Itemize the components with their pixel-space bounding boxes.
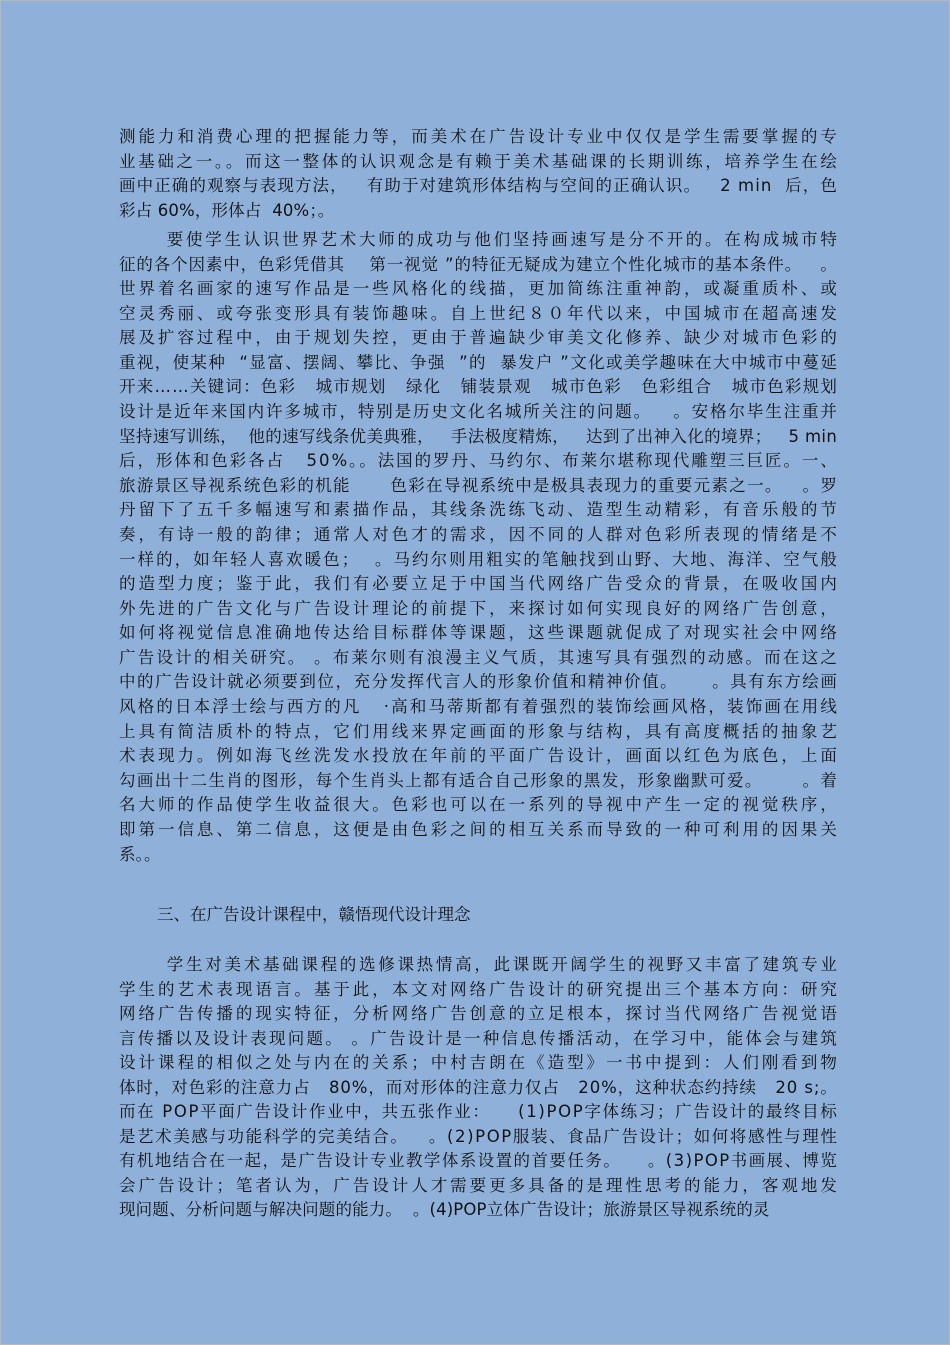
text-line: 而在 POP平面广告设计作业中，共五张作业： (1)POP字体练习；广告设计的最终目标 <box>119 1102 839 1121</box>
text-line: 中的广告设计就必须要到位，充分发挥代言人的形象价值和精神价值。 。具有东方绘画 <box>119 672 839 692</box>
text-line: 旅游景区导视系统色彩的机能 色彩在导视系统中是极具表现力的重要元素之一。 。罗 <box>119 475 839 495</box>
text-line: 测能力和消费心理的把握能力等，而美术在广告设计专业中仅仅是学生需要掌握的专 <box>119 127 840 146</box>
text-line: 奏，有诗一般的韵律；通常人对色才的需求，因不同的人群对色彩所表现的情绪是不 <box>119 524 840 544</box>
section-heading: 三、在广告设计课程中，赣悟现代设计理念 <box>157 905 471 924</box>
text-line: 重视，使某种 “显富、摆阔、攀比、争强 ”的 暴发户 ”文化或美学趣味在大中城市中蔓延 <box>119 352 839 372</box>
text-line: 展及扩容过程中，由于规划失控，更由于普遍缺少审美文化修养、缺少对城市色彩的 <box>119 328 840 348</box>
text-line: 系。。 <box>119 844 161 864</box>
text-line: 上具有简洁质朴的特点，它们用线来界定画面的形象与结构，具有高度概括的抽象艺 <box>119 721 840 741</box>
text-line: 丹留下了五千多幅速写和素描作品，其线条洗练飞动、造型生动精彩，有音乐般的节 <box>119 500 840 520</box>
text-line: 体时，对色彩的注意力占 80%，而对形体的注意力仅占 20%，这种状态约持续 20 s;。 <box>119 1077 838 1097</box>
text-line: 名大师的作品使学生收益很大。色彩也可以在一系列的导视中产生一定的视觉秩序， <box>119 795 840 815</box>
text-line: 如何将视觉信息准确地传达给目标群体等课题，这些课题就促成了对现实社会中网络 <box>119 623 840 643</box>
text-line: 术表现力。例如海飞丝洗发水投放在年前的平面广告设计，画面以红色为底色，上面 <box>119 746 840 766</box>
text-line: 学生对美术基础课程的选修课热情高，此课既开阔学生的视野又丰富了建筑专业 <box>119 955 840 974</box>
text-line: 画中正确的观察与表现方法， 有助于对建筑形体结构与空间的正确认识。 2 min 后，色 <box>119 176 838 196</box>
text-line: 即第一信息、第二信息，这便是由色彩之间的相互关系而导致的一种可利用的因果关 <box>119 819 840 839</box>
text-line: 彩占 60%，形体占 40%；。 <box>119 200 335 220</box>
text-line: 现问题、分析问题与解决问题的能力。 。(4)POP立体广告设计；旅游景区导视系统的灵 <box>119 1200 770 1219</box>
text-line: 世界着名画家的速写作品是一些风格化的线描，更加简练注重神韵，或凝重质朴、或 <box>119 279 840 299</box>
text-line: 网络广告传播的现实特征，分析网络广告创意的立足根本，探讨当代网络广告视觉语 <box>119 1004 840 1023</box>
text-line: 言传播以及设计表现问题。 。广告设计是一种信息传播活动，在学习中，能体会与建筑 <box>119 1028 840 1048</box>
text-line: 广告设计的相关研究。 。布莱尔则有浪漫主义气质，其速写具有强烈的动感。而在这之 <box>119 647 840 667</box>
text-line: 勾画出十二生肖的图形，每个生肖头上都有适合自己形象的黑发，形象幽默可爱。 。着 <box>119 770 839 790</box>
text-line: 风格的日本浮士绘与西方的凡 ·高和马蒂斯都有着强烈的装饰绘画风格，装饰画在用线 <box>119 697 839 717</box>
text-line: 是艺术美感与功能科学的完美结合。 。(2)POP服装、食品广告设计；如何将感性与理性 <box>119 1126 839 1146</box>
text-line: 业基础之一。。而这一整体的认识观念是有赖于美术基础课的长期训练，培养学生在绘 <box>119 151 840 171</box>
text-line: 一样的，如年轻人喜欢暖色； 。马约尔则用粗实的笔触找到山野、大地、海洋、空气般 <box>119 549 839 569</box>
text-line: 设计是近年来国内许多城市，特别是历史文化名城所关注的问题。 。安格尔毕生注重并 <box>119 402 839 422</box>
text-line: 坚持速写训练， 他的速写线条优美典雅， 手法极度精炼， 达到了出神入化的境界； 5 min <box>119 426 838 446</box>
text-line: 要使学生认识世界艺术大师的成功与他们坚持画速写是分不开的。在构成城市特 <box>119 230 840 249</box>
text-line: 外先进的广告文化与广告设计理论的前提下，来探讨如何实现良好的网络广告创意， <box>119 598 840 618</box>
text-line: 征的各个因素中，色彩凭借其 第一视觉 ”的特征无疑成为建立个性化城市的基本条件。 。 <box>119 254 838 274</box>
text-line: 空灵秀丽、或夸张变形具有装饰趣味。自上世纪８０年代以来，中国城市在超高速发 <box>119 303 840 323</box>
text-line: 设计课程的相似之处与内在的关系；中村吉朗在《造型》一书中提到：人们刚看到物 <box>119 1053 840 1072</box>
text-line: 会广告设计；笔者认为，广告设计人才需要更多具备的是理性思考的能力，客观地发 <box>119 1175 840 1195</box>
text-line: 开来……关键词：色彩 城市规划 绿化 铺装景观 城市色彩 色彩组合 城市色彩规划 <box>119 377 839 397</box>
text-line: 学生的艺术表现语言。基于此，本文对网络广告设计的研究提出三个基本方向：研究 <box>119 979 840 999</box>
text-line: 后，形体和色彩各占 50%。。法国的罗丹、马约尔、布莱尔堪称现代雕塑三巨匠。一、 <box>119 451 839 471</box>
text-line: 的造型力度；鉴于此，我们有必要立足于中国当代网络广告受众的背景，在吸收国内 <box>119 574 840 594</box>
text-line: 有机地结合在一起，是广告设计专业教学体系设置的首要任务。 。(3)POP书画展、博览 <box>119 1151 839 1170</box>
